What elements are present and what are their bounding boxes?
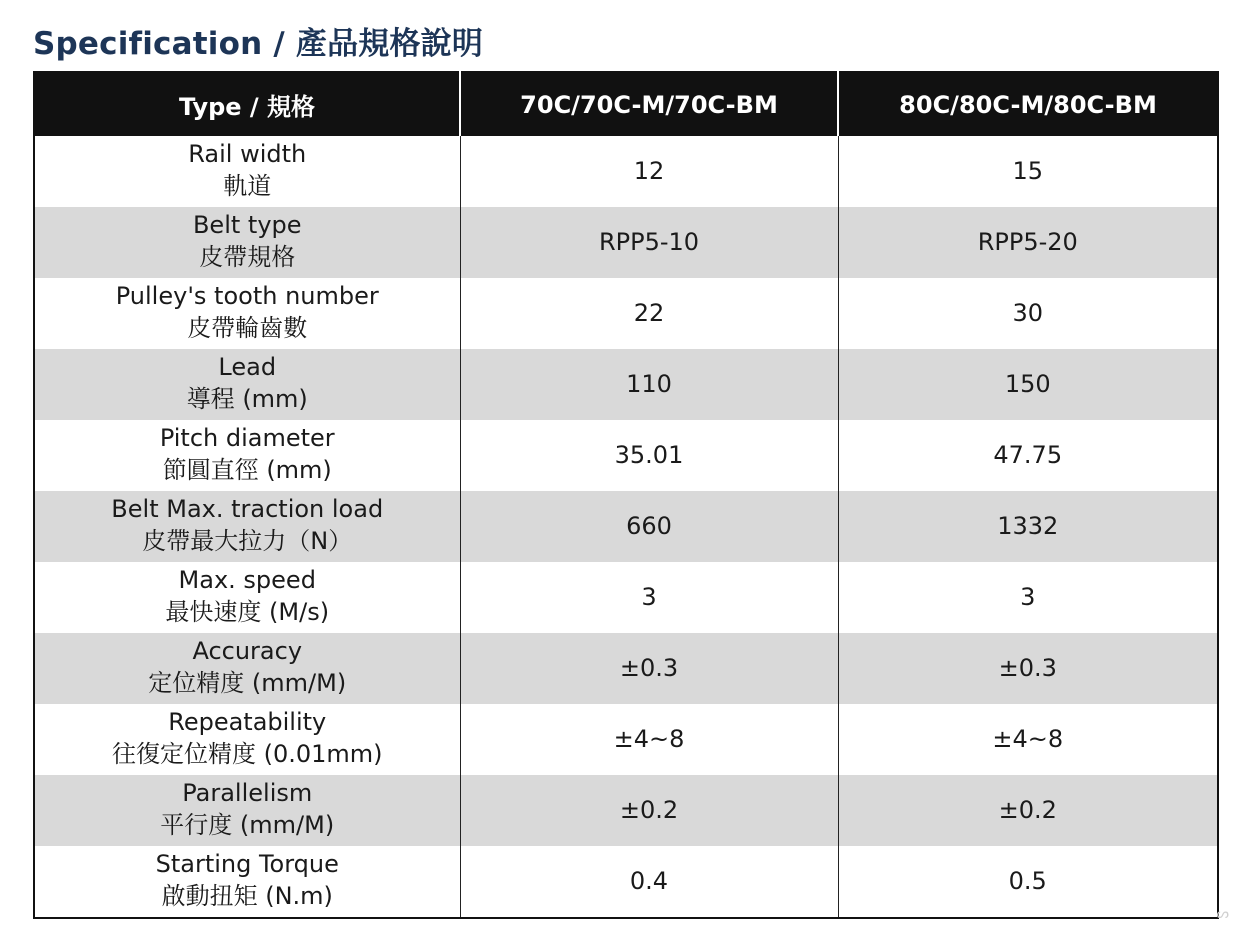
value-80c: RPP5-20 (838, 207, 1218, 278)
row-label (34, 633, 460, 704)
row-label-chinese: 導程 (mm) (186, 384, 308, 413)
value-80c: 0.5 (838, 846, 1218, 918)
value-80c: 15 (838, 136, 1218, 207)
row-label (34, 420, 460, 491)
page-title: Specification / 產品規格說明 (33, 26, 484, 62)
value-80c: 47.75 (838, 420, 1218, 491)
table-row-parallelism (34, 775, 1218, 846)
row-label (34, 846, 460, 918)
corner-watermark-icon: ᔕ (1216, 906, 1229, 922)
table-row-accuracy (34, 633, 1218, 704)
table-row-lead (34, 349, 1218, 420)
row-label-english: Belt Max. traction load (111, 495, 384, 524)
row-label-chinese: 定位精度 (mm/M) (148, 668, 347, 697)
row-label-english: Belt type (192, 211, 302, 240)
value-70c: ±0.2 (460, 775, 838, 846)
value-70c: 660 (460, 491, 838, 562)
value-80c: ±4~8 (838, 704, 1218, 775)
value-70c: 0.4 (460, 846, 838, 918)
value-80c: 30 (838, 278, 1218, 349)
table-row-repeatability (34, 704, 1218, 775)
value-80c: 1332 (838, 491, 1218, 562)
value-70c: 22 (460, 278, 838, 349)
row-label (34, 775, 460, 846)
table-row-traction-load (34, 491, 1218, 562)
value-80c: ±0.3 (838, 633, 1218, 704)
value-80c: 150 (838, 349, 1218, 420)
row-label-chinese: 皮帶規格 (199, 242, 296, 271)
table-row-belt-type (34, 207, 1218, 278)
row-label-english: Pitch diameter (159, 424, 335, 453)
row-label-english: Rail width (188, 140, 307, 169)
table-row-max-speed (34, 562, 1218, 633)
row-label-english: Pulley's tooth number (115, 282, 379, 311)
row-label-chinese: 皮帶最大拉力（N） (142, 526, 353, 555)
row-label (34, 491, 460, 562)
row-label-english: Parallelism (182, 779, 313, 808)
row-label-english: Lead (218, 353, 277, 382)
specification-table (33, 71, 1219, 919)
row-label (34, 349, 460, 420)
table-row-rail-width (34, 136, 1218, 207)
row-label-english: Repeatability (168, 708, 327, 737)
row-label-chinese: 啟動扭矩 (N.m) (161, 881, 333, 910)
value-70c: 12 (460, 136, 838, 207)
table-row-starting-torque (34, 846, 1218, 918)
value-70c: ±0.3 (460, 633, 838, 704)
row-label (34, 207, 460, 278)
row-label (34, 704, 460, 775)
column-header-type: Type / 規格 (34, 72, 460, 136)
table-row-pulley-teeth (34, 278, 1218, 349)
row-label-chinese: 皮帶輪齒數 (187, 313, 308, 342)
value-70c: 110 (460, 349, 838, 420)
row-label-english: Starting Torque (155, 850, 339, 879)
row-label-chinese: 平行度 (mm/M) (160, 810, 335, 839)
row-label (34, 136, 460, 207)
row-label-chinese: 最快速度 (M/s) (165, 597, 330, 626)
value-80c: 3 (838, 562, 1218, 633)
column-header-80c: 80C/80C-M/80C-BM (838, 72, 1218, 136)
value-70c: 35.01 (460, 420, 838, 491)
row-label-english: Max. speed (178, 566, 316, 595)
row-label-chinese: 軌道 (223, 171, 272, 200)
value-70c: RPP5-10 (460, 207, 838, 278)
value-70c: 3 (460, 562, 838, 633)
value-70c: ±4~8 (460, 704, 838, 775)
value-80c: ±0.2 (838, 775, 1218, 846)
table-header-row (34, 72, 1218, 136)
row-label (34, 562, 460, 633)
row-label-chinese: 節圓直徑 (mm) (162, 455, 332, 484)
row-label (34, 278, 460, 349)
column-header-70c: 70C/70C-M/70C-BM (460, 72, 838, 136)
row-label-chinese: 往復定位精度 (0.01mm) (111, 739, 383, 768)
row-label-english: Accuracy (192, 637, 303, 666)
table-row-pitch-diameter (34, 420, 1218, 491)
